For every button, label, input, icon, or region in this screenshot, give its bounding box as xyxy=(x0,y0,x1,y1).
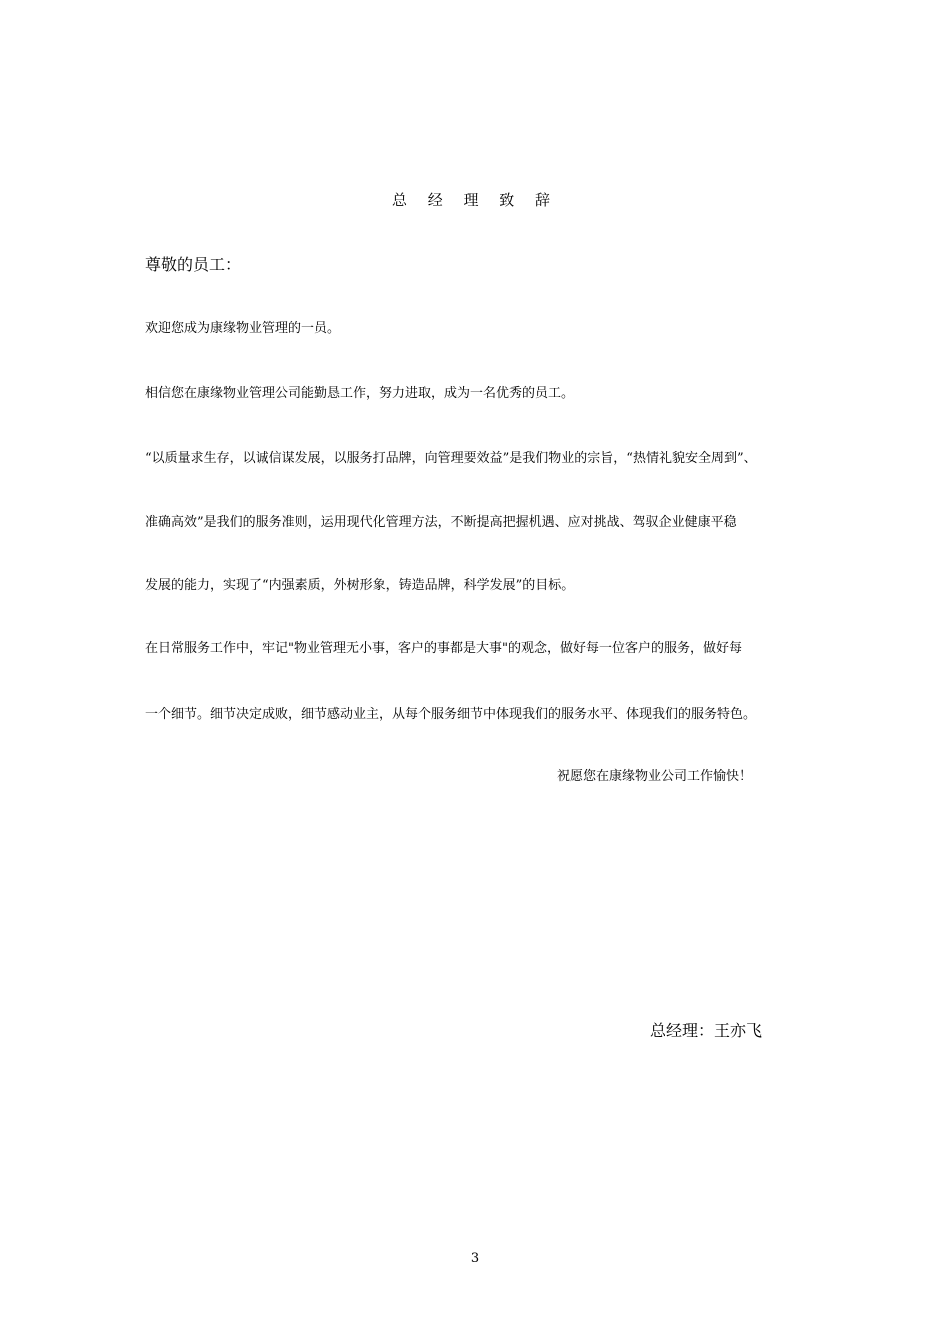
body-line-2: 相信您在康缘物业管理公司能勤恳工作，努力进取，成为一名优秀的员工。 xyxy=(145,386,575,401)
body-line-1: 欢迎您成为康缘物业管理的一员。 xyxy=(145,321,341,336)
body-line-5: 发展的能力，实现了“内强素质，外树形象，铸造品牌，科学发展”的目标。 xyxy=(145,578,575,593)
page-number: 3 xyxy=(470,1251,480,1266)
page-title: 总 经 理 致 辞 xyxy=(391,191,559,209)
body-line-4: 准确高效”是我们的服务准则，运用现代化管理方法，不断提高把握机遇、应对挑战、驾驭企业健康平稳 xyxy=(145,515,737,530)
closing-wish: 祝愿您在康缘物业公司工作愉快！ xyxy=(557,769,753,784)
body-line-7: 一个细节。细节决定成败，细节感动业主，从每个服务细节中体现我们的服务水平、体现我们的服务特色。 xyxy=(145,707,757,722)
signature: 总经理：王亦飞 xyxy=(650,1021,763,1040)
body-line-3: “以质量求生存，以诚信谋发展，以服务打品牌，向管理要效益”是我们物业的宗旨，“热情礼貌安全周到”、 xyxy=(145,451,757,466)
body-line-6: 在日常服务工作中，牢记"物业管理无小事，客户的事都是大事"的观念，做好每一位客户的服务，做好每 xyxy=(145,641,742,656)
salutation: 尊敬的员工： xyxy=(145,255,242,274)
